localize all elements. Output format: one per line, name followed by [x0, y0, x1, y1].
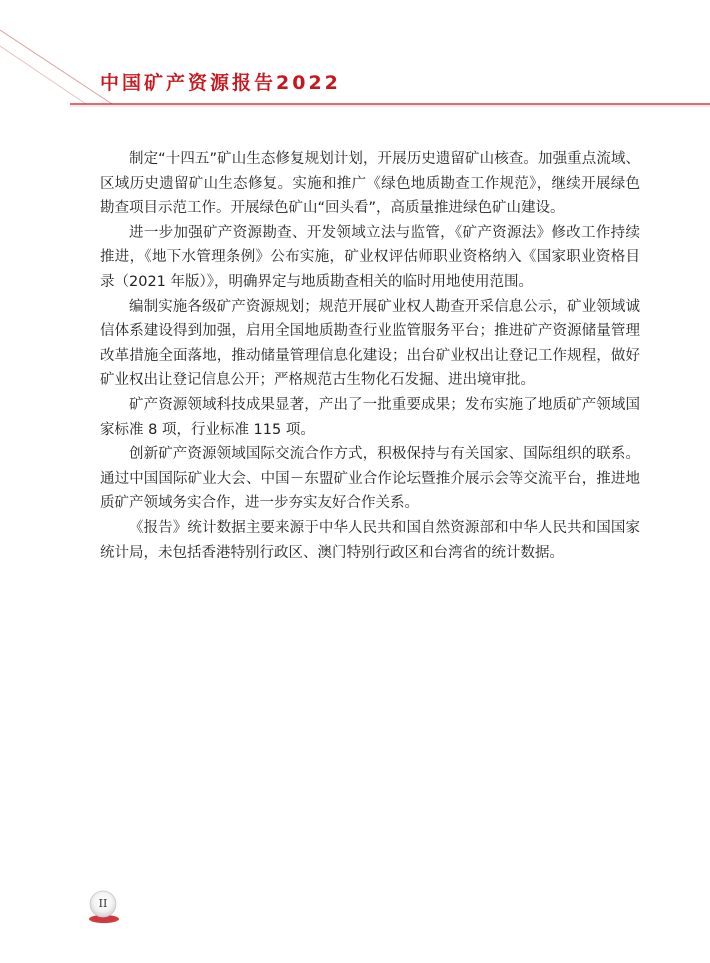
paragraph-legislation: 进一步加强矿产资源勘查、开发领域立法与监管，《矿产资源法》修改工作持续推进，《地下水管理条例》公布实施，矿业权评估师职业资格纳入《国家职业资格目录（2021 年版）》，明确界定与地质勘查相关的临时用地使用范围。 [100, 224, 640, 290]
paragraph-ecological-restoration: 制定“十四五”矿山生态修复规划计划，开展历史遗留矿山核查。加强重点流域、区域历史遗留矿山生态修复。实施和推广《绿色地质勘查工作规范》，继续开展绿色勘查项目示范工作。开展绿色矿山“回头看”，高质量推进绿色矿山建设。 [100, 151, 640, 217]
paragraph-data-sources: 《报告》统计数据主要来源于中华人民共和国自然资源部和中华人民共和国国家统计局，未包括香港特别行政区、澳门特别行政区和台湾省的统计数据。 [100, 519, 640, 561]
page-number: II [98, 897, 108, 910]
paragraph-international-cooperation: 创新矿产资源领域国际交流合作方式，积极保持与有关国家、国际组织的联系。通过中国国际矿业大会、中国－东盟矿业合作论坛暨推介展示会等交流平台，推进地质矿产领域务实合作，进一步夯实友好合作关系。 [100, 446, 640, 512]
report-title: 中国矿产资源报告2022 [100, 72, 341, 94]
header-decoration [0, 0, 710, 120]
paragraph-science-technology: 矿产资源领域科技成果显著，产出了一批重要成果；发布实施了地质矿产领域国家标准 8 项，行业标准 115 项。 [100, 396, 640, 438]
page-number-badge [86, 887, 126, 927]
paragraph-planning: 编制实施各级矿产资源规划；规范开展矿业权人勘查开采信息公示，矿业领域诚信体系建设得到加强，启用全国地质勘查行业监管服务平台；推进矿产资源储量管理改革措施全面落地，推动储量管理信息化建设；出台矿业权出让登记工作规程，做好矿业权出让登记信息公开；严格规范古生物化石发掘、进出境审批。 [100, 298, 640, 389]
header-diagonal-line-long [0, 30, 112, 104]
header-diagonal-line-short [0, 46, 86, 104]
body-content [100, 147, 640, 565]
